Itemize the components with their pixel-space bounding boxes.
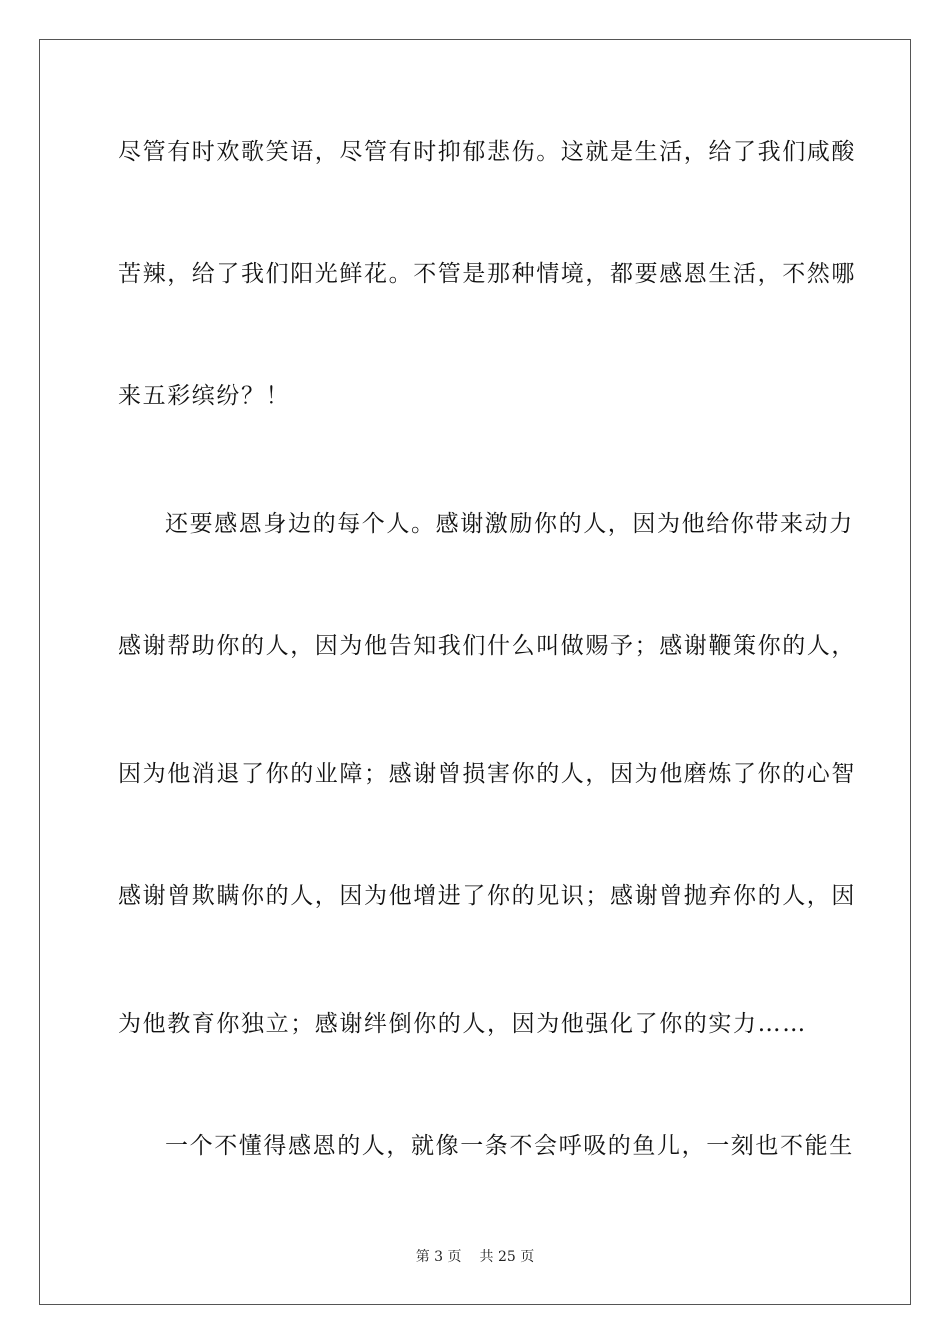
page-frame [39,39,911,1305]
page-number-total: 共 25 页 [479,1249,535,1265]
paragraph-2-line-1: 还要感恩身边的每个人。感谢激励你的人，因为他给你带来动力 [165,511,854,537]
text-line-8: 为他教育你独立；感谢绊倒你的人，因为他强化了你的实力…… [118,1011,807,1037]
text-line-6: 因为他消退了你的业障；感谢曾损害你的人，因为他磨炼了你的心智 [118,761,856,787]
text-line-5: 感谢帮助你的人，因为他告知我们什么叫做赐予；感谢鞭策你的人， [118,633,856,659]
text-line-3: 来五彩缤纷？！ [118,383,291,409]
page-number-current: 第 3 页 [415,1249,462,1265]
page-footer [0,1248,950,1266]
paragraph-3-line-1: 一个不懂得感恩的人，就像一条不会呼吸的鱼儿，一刻也不能生 [165,1133,854,1159]
text-line-7: 感谢曾欺瞒你的人，因为他增进了你的见识；感谢曾抛弃你的人，因 [118,883,856,909]
text-line-1: 尽管有时欢歌笑语，尽管有时抑郁悲伤。这就是生活，给了我们咸酸 [118,139,856,165]
text-line-2: 苦辣，给了我们阳光鲜花。不管是那种情境，都要感恩生活，不然哪 [118,261,856,287]
